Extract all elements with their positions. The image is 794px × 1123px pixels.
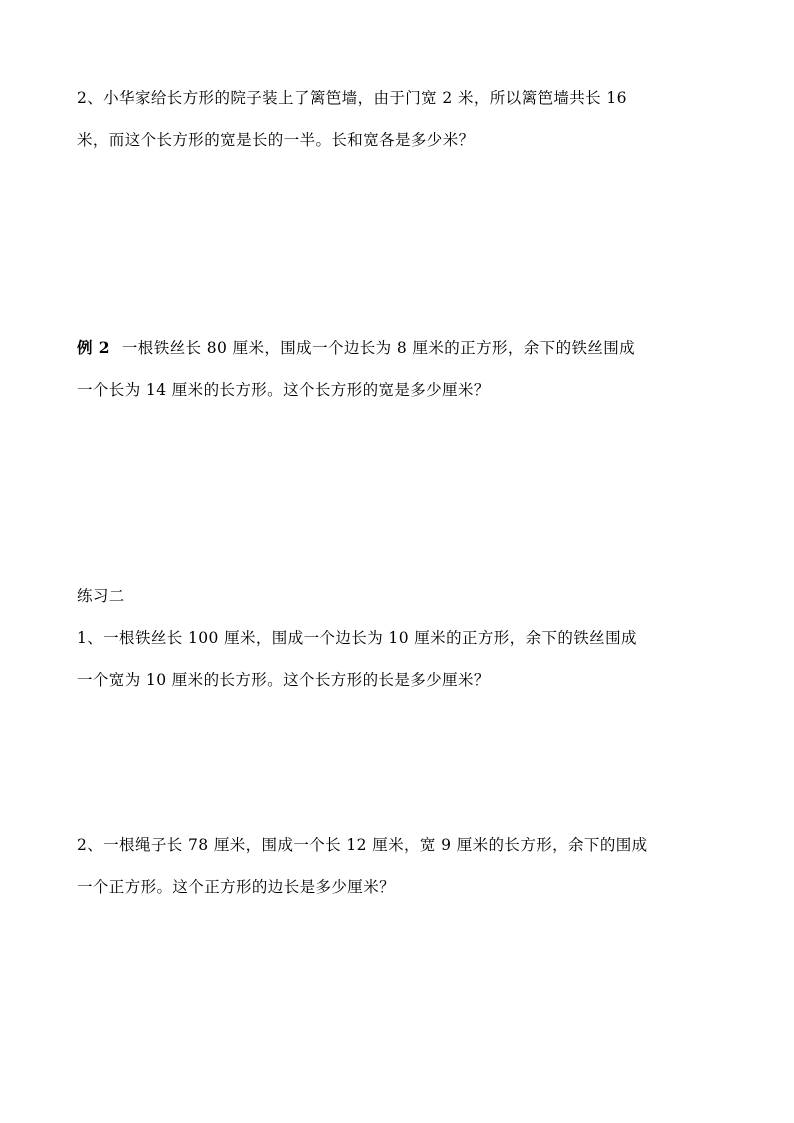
exercise-2-item-2-line-2: 一个正方形。这个正方形的边长是多少厘米？	[77, 878, 396, 896]
problem-2-line-2: 米，而这个长方形的宽是长的一半。长和宽各是多少米？	[77, 131, 475, 149]
example-2-text-1: 一根铁丝长 80 厘米，围成一个边长为 8 厘米的正方形，余下的铁丝围成	[121, 339, 636, 357]
problem-2-line-1: 2、小华家给长方形的院子装上了篱笆墙，由于门宽 2 米，所以篱笆墙共长 16	[77, 89, 627, 107]
exercise-2-item-1-line-2: 一个宽为 10 厘米的长方形。这个长方形的长是多少厘米？	[77, 671, 490, 689]
exercise-2-item-2-line-1: 2、一根绳子长 78 厘米，围成一个长 12 厘米，宽 9 厘米的长方形，余下的围成	[77, 836, 648, 854]
exercise-2-heading: 练习二	[77, 587, 125, 605]
exercise-2-item-1-line-1: 1、一根铁丝长 100 厘米，围成一个边长为 10 厘米的正方形，余下的铁丝围成	[77, 629, 637, 647]
example-2-line-2: 一个长为 14 厘米的长方形。这个长方形的宽是多少厘米？	[77, 381, 490, 399]
example-2-line-1	[77, 338, 722, 358]
example-2-label: 例 2	[77, 338, 110, 357]
